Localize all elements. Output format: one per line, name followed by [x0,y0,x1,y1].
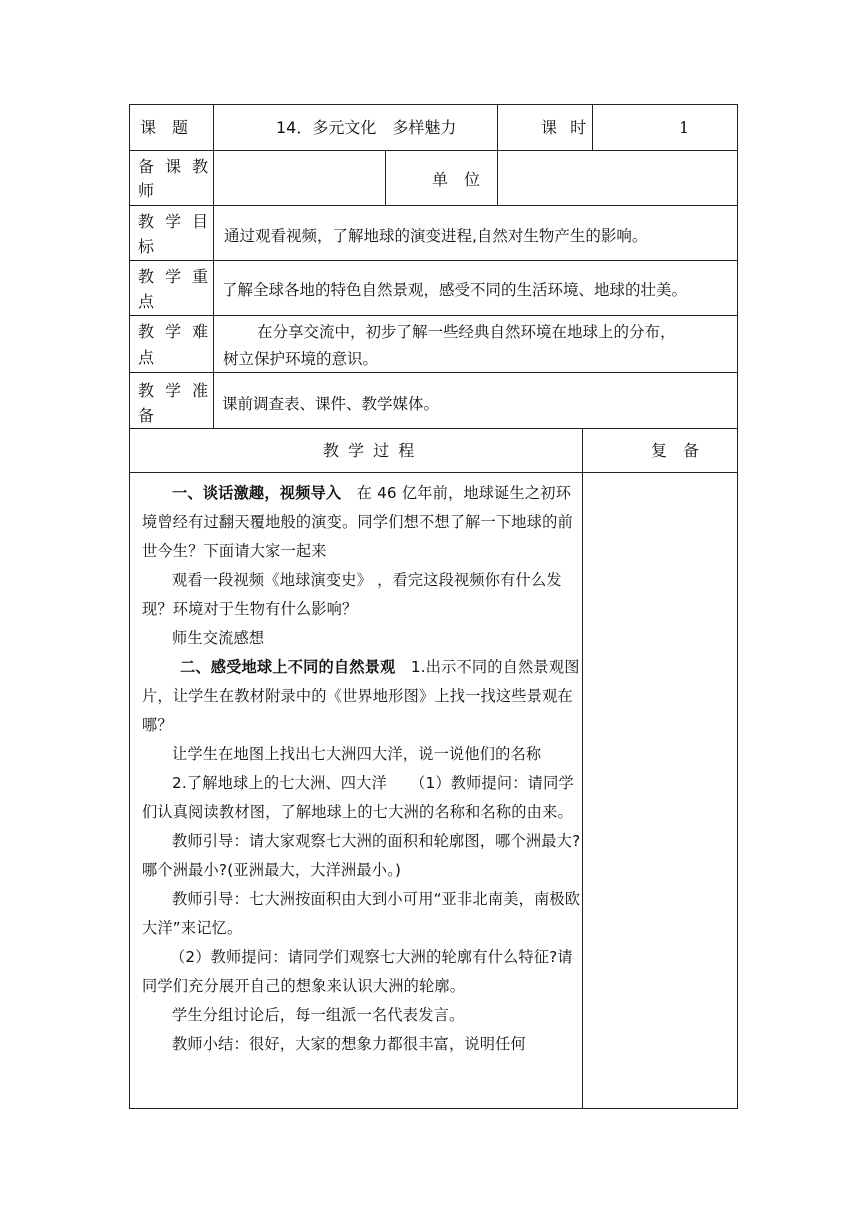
row-line [129,150,738,151]
goal-value: 通过观看视频，了解地球的演变进程,自然对生物产生的影响。 [224,227,648,245]
difficulty-value-line1: 在分享交流中，初步了解一些经典自然环境在地球上的分布， [257,323,676,341]
table-bottom-border [129,1108,738,1109]
paragraph: 教师引导：请大家观察七大洲的面积和轮廓图，哪个洲最大?哪个洲最小?(亚洲最大，大洋洲最小。) [142,832,581,879]
paragraph: 教师引导：七大洲按面积由大到小可用“亚非北南美，南极欧大洋”来记忆。 [142,890,581,937]
row-line [129,315,738,316]
row-line [129,260,738,261]
paragraph: 让学生在地图上找出七大洲四大洋，说一说他们的名称 [172,745,542,763]
paragraph: 教师小结：很好，大家的想象力都很丰富，说明任何 [172,1035,526,1053]
teacher-label-line2: 师 [138,181,155,200]
topic-value: 14．多元文化 多样魅力 [276,118,457,137]
row-line [129,372,738,373]
col-line [592,104,593,150]
topic-label: 课 题 [140,118,189,137]
table-left-border [129,104,130,1108]
goal-label-line2: 标 [138,237,155,256]
row-line [129,205,738,206]
paragraph [142,653,582,740]
table-right-border [737,104,738,1108]
prep-value: 课前调查表、课件、教学媒体。 [222,395,440,413]
focus-label-line1: 教 学 重 [138,267,212,286]
difficulty-value-line2: 树立保护环境的意识。 [223,350,379,368]
prep-label-line1: 教 学 准 [138,381,212,400]
hours-label: 课 时 [541,118,591,137]
paragraph [142,479,582,566]
difficulty-label-line2: 点 [138,348,155,367]
goal-label-line1: 教 学 目 [138,212,212,231]
col-line [385,150,386,205]
table-top-border [129,104,738,105]
process-header: 教 学 过 程 [323,441,417,460]
teacher-label-line1: 备 课 教 [138,157,212,176]
col-line [497,150,498,205]
col-line [497,104,498,150]
focus-label-line2: 点 [138,292,155,311]
col-line [582,428,583,1108]
unit-label: 单 位 [432,170,481,189]
paragraph: 师生交流感想 [172,629,265,647]
paragraph: 学生分组讨论后，每一组派一名代表发言。 [172,1006,465,1024]
review-header: 复 备 [651,441,700,460]
paragraph: 2.了解地球上的七大洲、四大洋 （1）教师提问：请同学们认真阅读教材图，了解地球上的七大洲的名称和名称的由来。 [142,774,574,821]
paragraph: 观看一段视频《地球演变史》 ，看完这段视频你有什么发现？环境对于生物有什么影响？ [142,571,562,618]
hours-value: 1 [679,118,690,137]
row-line [129,472,738,473]
process-body [142,479,582,1059]
paragraph-text: 在 46 亿年前，地球诞生之初环境曾经有过翻天覆地般的演变。同学们想不想了解一下地球的前世今生？下面请大家一起来 [142,484,573,560]
prep-label-line2: 备 [138,406,155,425]
col-line [213,104,214,428]
section-heading: 一、谈话激趣，视频导入 [172,484,342,502]
difficulty-label-line1: 教 学 难 [138,322,212,341]
row-line [129,428,738,429]
focus-value: 了解全球各地的特色自然景观，感受不同的生活环境、地球的壮美。 [222,281,688,299]
paragraph-text: 1.出示不同的自然景观图片，让学生在教材附录中的《世界地形图》上找一找这些景观在哪？ [142,658,580,734]
section-heading: 二、感受地球上不同的自然景观 [180,658,396,676]
paragraph: （2）教师提问：请同学们观察七大洲的轮廓有什么特征?请同学们充分展开自己的想象来认识大洲的轮廓。 [142,948,573,995]
